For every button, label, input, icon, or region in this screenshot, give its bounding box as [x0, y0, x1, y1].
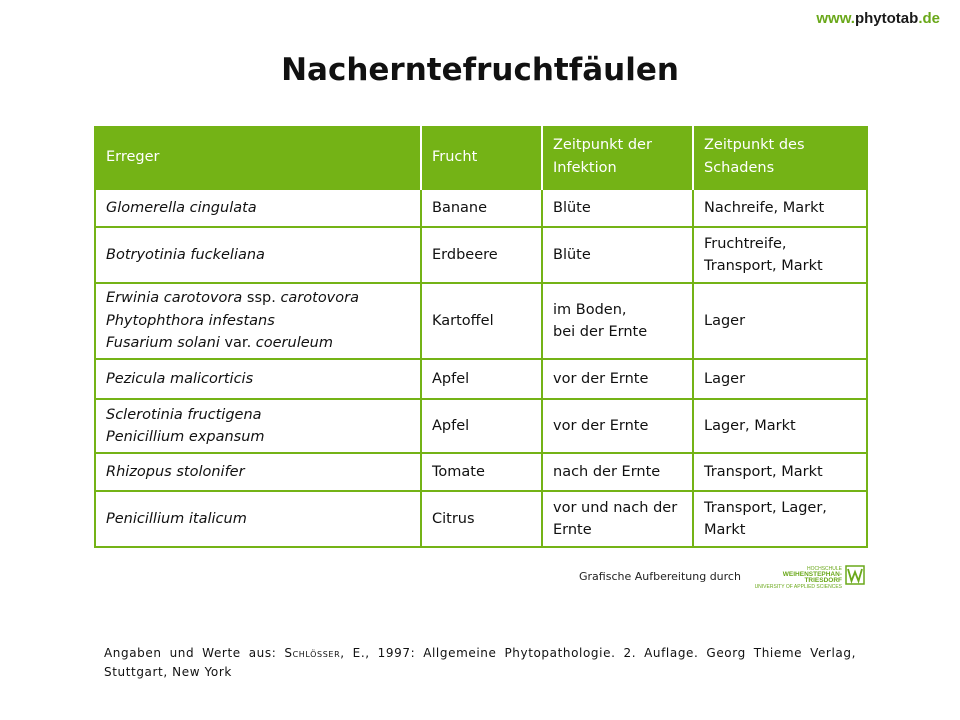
cell-fruit: Citrus	[421, 491, 542, 547]
table-row	[95, 359, 867, 399]
pathogen-name: Erwinia carotovora	[106, 290, 243, 307]
cell-infection	[542, 189, 693, 227]
pathogen-name: coeruleum	[255, 335, 333, 352]
infection-text: Blüte	[553, 199, 591, 216]
source-citation	[104, 644, 856, 682]
table-row	[95, 399, 867, 453]
citation-prefix: Angaben und Werte aus:	[104, 646, 277, 660]
cell-pathogen	[95, 453, 421, 491]
infection-text: vor der Ernte	[553, 417, 649, 434]
infection-text: Ernte	[553, 522, 592, 538]
cell-infection	[542, 453, 693, 491]
university-logo-text	[750, 566, 842, 590]
pathogen-name: carotovora	[280, 290, 359, 307]
pathogen-name: Penicillium expansum	[106, 429, 265, 445]
header-infection: Zeitpunkt der Infektion	[542, 126, 693, 189]
damage-text: Transport, Markt	[704, 463, 823, 480]
cell-fruit: Erdbeere	[421, 227, 542, 283]
university-logo-icon	[845, 565, 865, 585]
cell-fruit: Tomate	[421, 453, 542, 491]
cell-damage	[693, 399, 867, 453]
cell-damage	[693, 453, 867, 491]
pathogen-name: Sclerotinia fructigena	[106, 406, 262, 423]
cell-pathogen	[95, 359, 421, 399]
cell-damage	[693, 227, 867, 283]
logo-line: WEIHENSTEPHAN-TRIESDORF	[782, 571, 842, 584]
cell-fruit: Apfel	[421, 359, 542, 399]
credit-text: Grafische Aufbereitung durch	[579, 570, 741, 583]
site-url-suffix: .de	[918, 10, 940, 27]
pathogen-name: Phytophthora infestans	[106, 312, 275, 329]
table-header-row	[95, 126, 867, 189]
damage-text: Nachreife, Markt	[704, 199, 825, 216]
infection-text: vor und nach der	[553, 499, 678, 516]
cell-fruit: Apfel	[421, 399, 542, 453]
damage-text: Lager	[704, 312, 746, 329]
rank-label: var.	[224, 335, 252, 352]
site-url-name: phytotab	[854, 10, 919, 27]
site-url-prefix: www.	[816, 10, 855, 27]
cell-infection	[542, 399, 693, 453]
damage-text: Transport, Markt	[704, 258, 823, 274]
logo-line: HOCHSCHULE	[806, 566, 842, 572]
pathogen-name: Botryotinia fuckeliana	[106, 246, 265, 263]
rank-label: ssp.	[246, 290, 276, 307]
cell-pathogen	[95, 189, 421, 227]
table-row	[95, 491, 867, 547]
citation-author: Schlösser	[284, 646, 341, 660]
cell-pathogen	[95, 491, 421, 547]
cell-damage	[693, 283, 867, 359]
header-fruit: Frucht	[421, 126, 542, 189]
rot-table	[94, 126, 868, 548]
pathogen-name: Glomerella cingulata	[106, 199, 257, 216]
table-row	[95, 283, 867, 359]
infection-text: bei der Ernte	[553, 324, 648, 340]
cell-pathogen	[95, 227, 421, 283]
table-row	[95, 227, 867, 283]
infection-text: nach der Ernte	[553, 463, 661, 480]
cell-damage	[693, 491, 867, 547]
infection-text: Blüte	[553, 246, 591, 263]
header-damage: Zeitpunkt des Schadens	[693, 126, 867, 189]
cell-pathogen	[95, 283, 421, 359]
infection-text: im Boden,	[553, 301, 627, 318]
pathogen-name: Fusarium solani	[106, 335, 220, 352]
pathogen-name: Penicillium italicum	[106, 510, 247, 527]
table-row	[95, 189, 867, 227]
cell-infection	[542, 227, 693, 283]
pathogen-name: Rhizopus stolonifer	[106, 463, 245, 480]
cell-damage	[693, 189, 867, 227]
citation-rest: , E., 1997: Allgemeine Phytopathologie. 2. Auflage. Georg Thieme Verlag, Stuttgart, New York	[104, 646, 856, 679]
cell-infection	[542, 491, 693, 547]
cell-infection	[542, 359, 693, 399]
cell-damage	[693, 359, 867, 399]
page-title: Nacherntefruchtfäulen	[281, 52, 679, 88]
cell-infection	[542, 283, 693, 359]
pathogen-name: Pezicula malicorticis	[106, 370, 254, 387]
infection-text: vor der Ernte	[553, 370, 649, 387]
damage-text: Lager	[704, 370, 746, 387]
logo-line: UNIVERSITY OF APPLIED SCIENCES	[754, 584, 842, 590]
cell-fruit: Kartoffel	[421, 283, 542, 359]
header-pathogen: Erreger	[95, 126, 421, 189]
table-row	[95, 453, 867, 491]
cell-fruit: Banane	[421, 189, 542, 227]
cell-pathogen	[95, 399, 421, 453]
damage-text: Lager, Markt	[704, 417, 796, 434]
site-url	[816, 10, 940, 27]
damage-text: Markt	[704, 522, 746, 538]
damage-text: Fruchtreife,	[704, 235, 787, 252]
damage-text: Transport, Lager,	[704, 499, 827, 516]
